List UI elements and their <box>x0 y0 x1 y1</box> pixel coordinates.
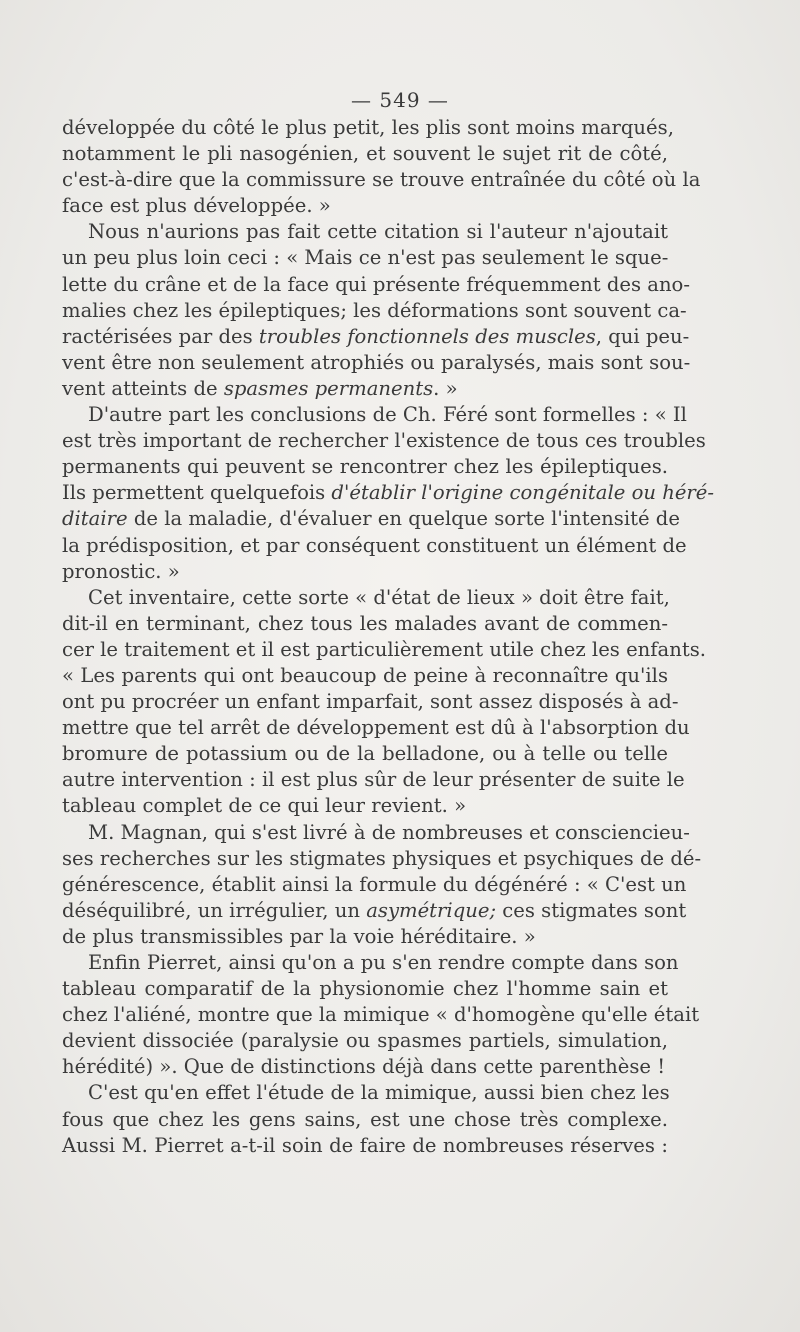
text-segment: ractérisées par des <box>62 324 259 348</box>
page-number: — 549 — <box>351 88 449 112</box>
italic-text: spasmes permanents <box>223 376 434 400</box>
text-segment: Ils permettent quelquefois <box>62 481 332 505</box>
text-line: malies chez les épileptiques; les déformations sont souvent ca- <box>62 298 687 322</box>
body-text <box>62 115 715 1159</box>
text-segment: . » <box>433 376 458 400</box>
text-segment: de la maladie, d'évaluer en quelque sorte l'intensité de <box>127 507 680 531</box>
text-line: dit-il en terminant, chez tous les malades avant de commen- <box>62 611 668 635</box>
text-segment: vent atteints de <box>62 376 224 400</box>
text-line <box>62 898 687 924</box>
text-line: cer le traitement et il est particulièrement utile chez les enfants. <box>62 637 706 661</box>
italic-text: asymétrique; <box>366 898 497 922</box>
text-line: Nous n'aurions pas fait cette citation si l'auteur n'ajoutait <box>88 220 668 244</box>
text-line: Cet inventaire, cette sorte « d'état de lieux » doit être fait, <box>88 585 670 609</box>
text-line: est très important de rechercher l'existence de tous ces troubles <box>62 429 706 453</box>
text-line: tableau complet de ce qui leur revient. » <box>62 794 467 818</box>
text-line: générescence, établit ainsi la formule du dégénéré : « C'est un <box>62 872 687 896</box>
italic-text: troubles fonctionnels des muscles <box>258 324 596 348</box>
text-line: la prédisposition, et par conséquent constituent un élément de <box>62 533 687 557</box>
text-line: de plus transmissibles par la voie héréditaire. » <box>62 924 536 948</box>
text-line: D'autre part les conclusions de Ch. Féré sont formelles : « Il <box>88 403 687 427</box>
text-line: ses recherches sur les stigmates physiques et psychiques de dé- <box>62 846 702 870</box>
text-line: tableau comparatif de la physionomie chez l'homme sain et <box>62 977 668 1001</box>
text-line: vent être non seulement atrophiés ou paralysés, mais sont sou- <box>62 350 691 374</box>
text-segment: , qui peu- <box>595 324 690 348</box>
text-segment: ces stigmates sont <box>496 898 687 922</box>
text-line: notamment le pli nasogénien, et souvent le sujet rit de côté, <box>62 142 668 166</box>
text-line: autre intervention : il est plus sûr de leur présenter de suite le <box>62 768 685 792</box>
text-line: M. Magnan, qui s'est livré à de nombreuses et consciencieu- <box>88 820 690 844</box>
text-line <box>62 480 715 506</box>
text-line: ont pu procréer un enfant imparfait, sont assez disposés à ad- <box>62 690 679 714</box>
text-line <box>62 324 690 350</box>
text-line <box>62 376 668 402</box>
text-line: bromure de potassium ou de la belladone, ou à telle ou telle <box>62 742 668 766</box>
text-segment: déséquilibré, un irrégulier, un <box>62 898 367 922</box>
text-line: lette du crâne et de la face qui présente fréquemment des ano- <box>62 272 690 296</box>
text-line <box>62 506 680 532</box>
text-line: face est plus développée. » <box>62 194 331 218</box>
text-line: C'est qu'en effet l'étude de la mimique, aussi bien chez les <box>88 1081 670 1105</box>
text-line: c'est-à-dire que la commissure se trouve entraînée du côté où la <box>62 168 701 192</box>
text-line: développée du côté le plus petit, les plis sont moins marqués, <box>62 116 674 139</box>
text-line: permanents qui peuvent se rencontrer chez les épileptiques. <box>62 455 668 479</box>
text-line: « Les parents qui ont beaucoup de peine à reconnaître qu'ils <box>62 663 668 687</box>
text-line: Enfin Pierret, ainsi qu'on a pu s'en rendre compte dans son <box>88 951 679 974</box>
text-line: pronostic. » <box>62 559 180 583</box>
text-line: Aussi M. Pierret a-t-il soin de faire de nombreuses réserves : <box>62 1133 668 1157</box>
text-line: chez l'aliéné, montre que la mimique « d'homogène qu'elle était <box>62 1003 700 1027</box>
italic-text: d'établir l'origine congénitale ou héré- <box>331 481 715 505</box>
text-line: un peu plus loin ceci : « Mais ce n'est pas seulement le sque- <box>62 246 669 270</box>
text-line: fous que chez les gens sains, est une chose très complexe. <box>62 1107 668 1131</box>
text-line: mettre que tel arrêt de développement est dû à l'absorption du <box>62 716 690 740</box>
text-line: devient dissociée (paralysie ou spasmes partiels, simulation, <box>62 1029 668 1053</box>
text-line: hérédité) ». Que de distinctions déjà dans cette parenthèse ! <box>62 1055 666 1079</box>
italic-text: ditaire <box>62 507 128 531</box>
